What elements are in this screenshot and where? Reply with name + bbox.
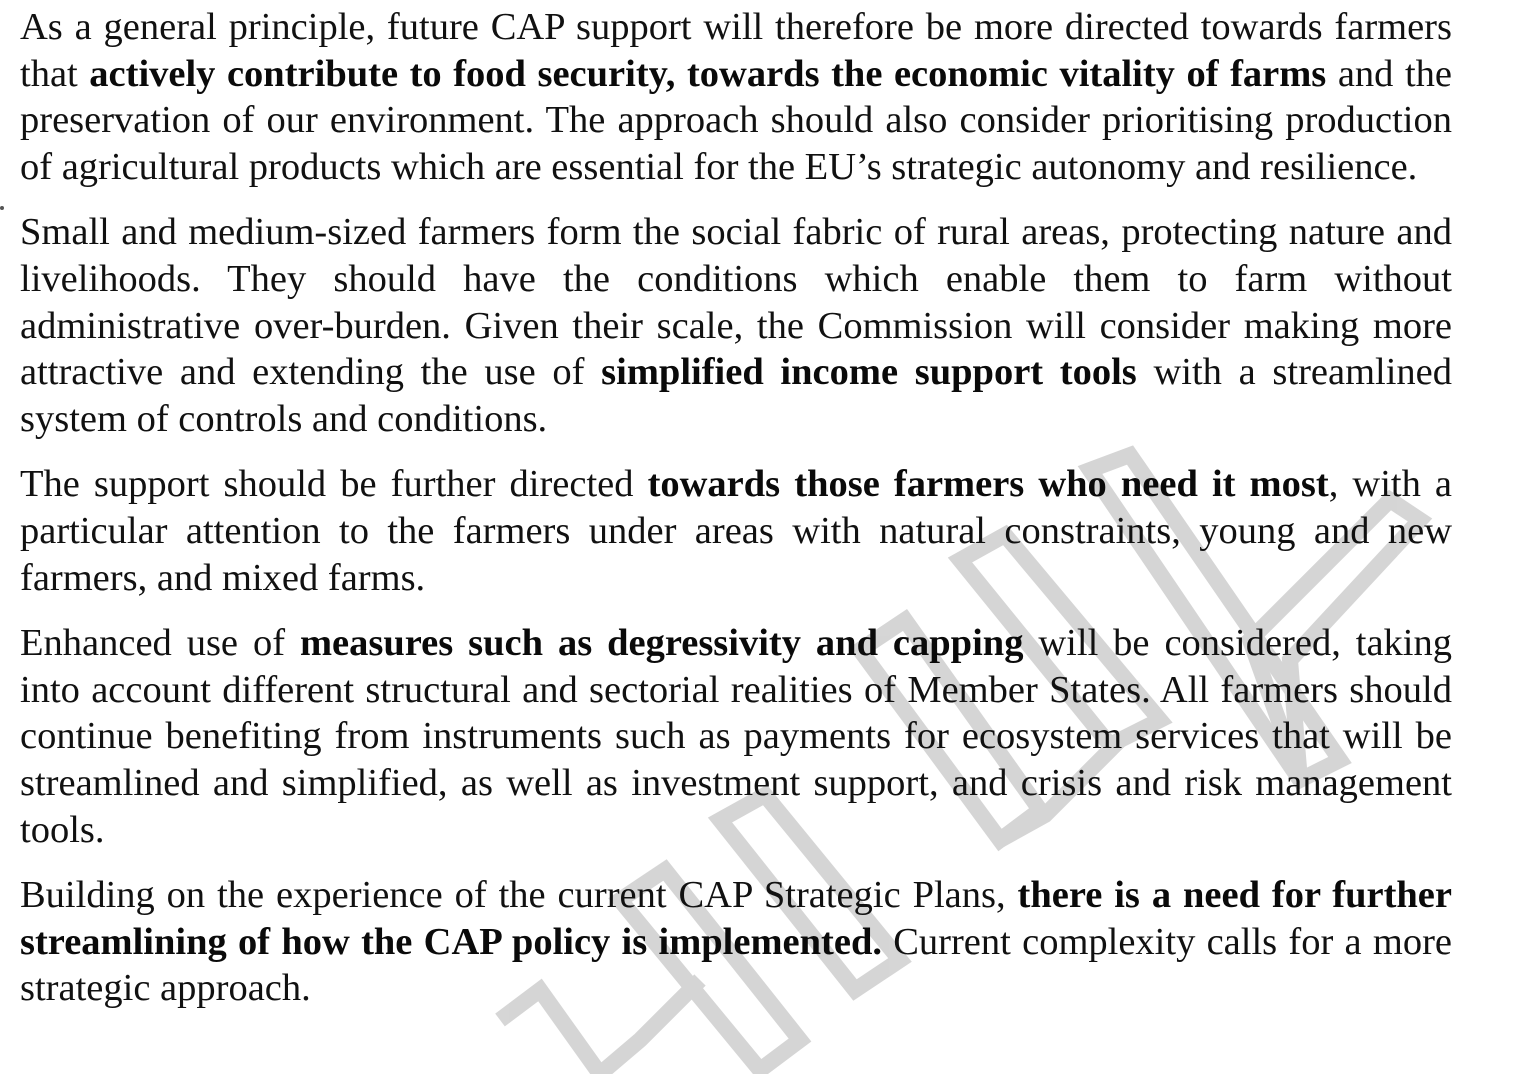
paragraph-1 [20, 4, 1452, 190]
text-run: Small and medium-sized farmers form the social fabric of rural areas, protecting nature and livelihoods. They should have the conditions which enable them to farm without administrative over-burden. Given their scale, the Commission will consider making more attractive and extending the use of [20, 211, 1452, 394]
bold-text-run: there is a need for further streamlining of how the CAP policy is implemented. [20, 874, 1452, 963]
text-run: Building on the experience of the current CAP Strategic Plans, [20, 874, 1018, 917]
bold-text-run: measures such as degressivity and capping [299, 622, 1024, 665]
text-run: Enhanced use of [20, 622, 300, 665]
bold-text-run: actively contribute to food security, towards the economic vitality of farms [89, 52, 1327, 95]
text-run: will be considered, taking into account different structural and sectorial realities of Member States. All farmers should continue benefiting from instruments such as payments for ecosystem services that will be streamlined and simplified, as well as investment support, and crisis and risk management tools. [20, 622, 1452, 851]
bold-text-run: simplified income support tools [601, 351, 1137, 394]
text-run: Current complexity calls for a more strategic approach. [20, 920, 1452, 1010]
scan-speck [0, 206, 4, 210]
text-run: with a streamlined system of controls and conditions. [20, 351, 1452, 440]
text-run: and the preservation of our environment. The approach should also consider prioritising production of agricultural products which are essential for the EU’s strategic autonomy and resilience. [20, 52, 1453, 188]
text-run: , with a particular attention to the farmers under areas with natural constraints, young and new farmers, and mixed farms. [20, 463, 1452, 599]
paragraph-3 [20, 461, 1452, 601]
text-run: As a general principle, future CAP support will therefore be more directed towards farmers that [20, 6, 1452, 95]
bold-text-run: towards those farmers who need it most [647, 463, 1329, 506]
document-body [20, 4, 1452, 1031]
paragraph-2 [20, 209, 1452, 442]
text-run: The support should be further directed [20, 463, 648, 506]
paragraph-5 [20, 872, 1452, 1012]
paragraph-4 [20, 620, 1452, 853]
